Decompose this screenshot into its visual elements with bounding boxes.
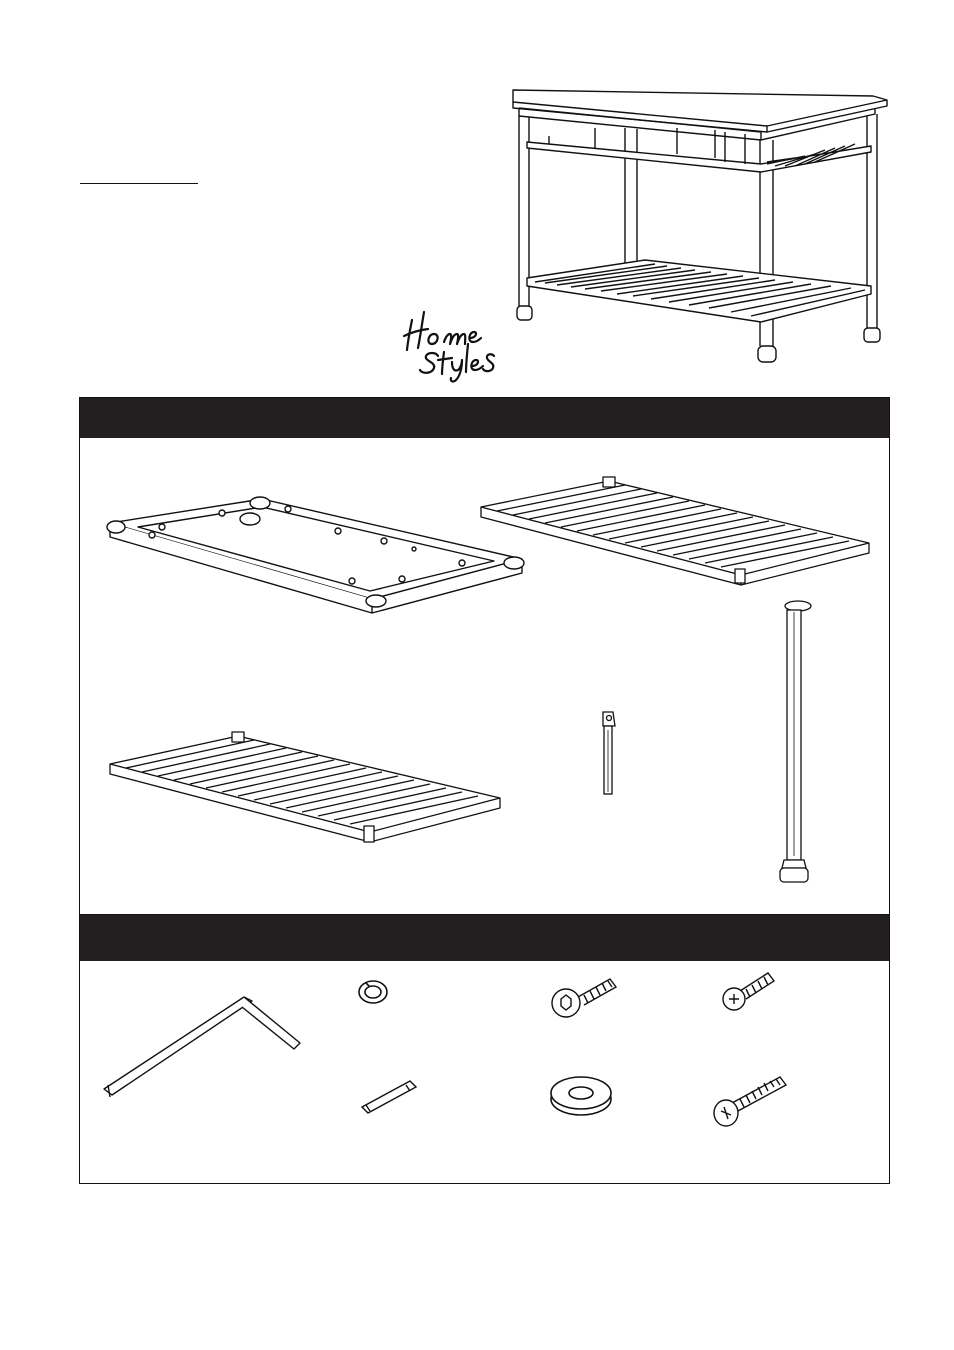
parts-panel (79, 397, 890, 914)
title-underline (80, 183, 198, 184)
hardware-section-header (80, 915, 889, 961)
lock-washer-icon (356, 977, 390, 1007)
lower-shelf-icon (104, 728, 509, 848)
short-support-bar-icon (595, 708, 625, 798)
top-frame-icon (102, 493, 532, 618)
kitchen-island-illustration (505, 82, 893, 372)
dowel-pin-icon (358, 1077, 420, 1117)
flat-washer-icon (546, 1073, 616, 1119)
parts-section-header (80, 398, 889, 438)
long-screw-icon (710, 1073, 792, 1133)
allen-wrench-icon (100, 993, 310, 1103)
short-screw-icon (720, 969, 780, 1015)
hex-bolt-icon (548, 973, 620, 1023)
leg-icon (770, 598, 820, 888)
hardware-panel (79, 914, 890, 1184)
upper-shelf-icon (475, 473, 880, 591)
